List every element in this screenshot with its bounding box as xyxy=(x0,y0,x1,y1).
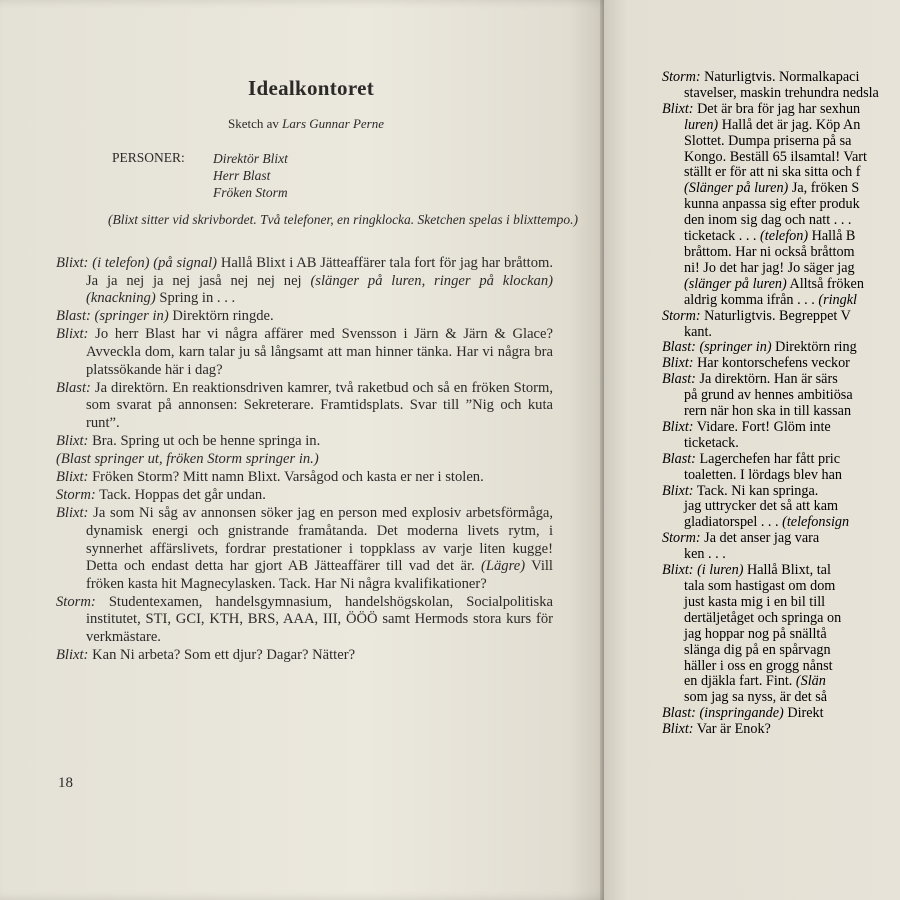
dialog-line xyxy=(56,451,553,469)
stage-direction: (telefonsign xyxy=(782,514,850,531)
speaker-name: Blixt: xyxy=(56,432,89,449)
dialog-line xyxy=(662,547,900,563)
dialog-line xyxy=(662,70,900,86)
dialog-text: Bra. Spring ut och be henne springa in. xyxy=(88,432,321,449)
dialog-line xyxy=(662,261,900,277)
dialog-text: jag uttrycker det så att kam xyxy=(684,498,839,515)
dialog-line xyxy=(662,150,900,166)
stage-direction: (Blast springer ut, fröken Storm springer in.) xyxy=(56,451,319,468)
dialog-text: ställt er för att ni ska sitta och f xyxy=(684,164,861,181)
dialog-line xyxy=(662,420,900,436)
persons-list xyxy=(213,150,288,201)
dialog-line xyxy=(662,579,900,595)
dialog-line xyxy=(56,380,553,433)
dialog-line xyxy=(662,690,900,706)
dialog-text: Tack. Hoppas det går undan. xyxy=(95,487,266,504)
dialog-line xyxy=(56,433,553,451)
dialog-line xyxy=(662,197,900,213)
dialog-line xyxy=(56,255,553,308)
dialog-text: kant. xyxy=(684,323,712,340)
dialog-text: dertäljetåget och springa on xyxy=(684,609,842,626)
speaker-name: Blixt: xyxy=(56,647,89,664)
dialog-line xyxy=(662,165,900,181)
stage-direction: (springer in) xyxy=(695,339,772,356)
dialog-text: Ja det anser jag vara xyxy=(700,530,820,547)
dialog-text: tala som hastigast om dom xyxy=(684,578,836,594)
dialog-line xyxy=(56,487,553,505)
dialog-line xyxy=(662,643,900,659)
dialog-text: Tack. Ni kan springa. xyxy=(693,482,819,499)
stage-direction: (slänger på luren, ringer på klockan) (knackning) xyxy=(86,272,553,307)
dialog-text: Direktörn ringde. xyxy=(168,308,274,325)
dialog-text: ticketack. xyxy=(684,434,739,451)
speaker-name: Storm: xyxy=(56,593,96,610)
stage-direction: (ringkl xyxy=(818,291,857,308)
dialog-text: Hallå Blixt, tal xyxy=(743,562,831,579)
dialog-text: Kongo. Beställ 65 ilsamtal! Vart xyxy=(684,148,867,165)
dialog-line xyxy=(662,484,900,500)
dialog-line xyxy=(662,388,900,404)
dialog-line xyxy=(662,181,900,197)
personer-label: PERSONER: xyxy=(112,150,185,165)
stage-direction: luren) xyxy=(684,116,719,133)
dialog-line xyxy=(56,326,553,379)
stage-direction: (telefon) xyxy=(760,228,809,245)
stage-direction: (Slänger på luren) xyxy=(684,180,789,197)
dialog-line xyxy=(662,213,900,229)
dialog-line xyxy=(662,86,900,102)
dialog-line xyxy=(662,595,900,611)
byline-author: Lars Gunnar Perne xyxy=(282,116,384,131)
dialog-text: Hallå B xyxy=(808,228,856,245)
stage-direction: Blast: xyxy=(662,450,696,467)
stage-direction: (springer in) xyxy=(90,308,169,325)
dialog-line xyxy=(662,118,900,134)
dialog-line xyxy=(662,325,900,341)
dialog-line xyxy=(56,469,553,487)
stage-direction: (Slän xyxy=(795,673,826,690)
dialog-line xyxy=(662,372,900,388)
stage-direction: Storm: xyxy=(662,69,701,85)
dialog-line xyxy=(56,308,553,326)
page-number: 18 xyxy=(58,775,73,791)
dialog-line xyxy=(662,468,900,484)
dialog-text: jag hoppar nog på snälltå xyxy=(684,625,827,642)
speaker-name: Blast: xyxy=(56,379,91,396)
dialog-line xyxy=(662,436,900,452)
dialog-line xyxy=(662,245,900,261)
dialog-line xyxy=(662,293,900,309)
stage-direction: Blixt: xyxy=(662,355,694,372)
dialog-line xyxy=(662,706,900,722)
dialog-line xyxy=(662,563,900,579)
dialog-text: Ja direktörn. Han är särs xyxy=(695,371,838,388)
dialog-line xyxy=(662,134,900,150)
dialog-line xyxy=(56,594,553,647)
sketch-title: Idealkontoret xyxy=(248,76,375,100)
dialog-text: kunna anpassa sig efter produk xyxy=(684,196,860,213)
speaker-name: Blast: xyxy=(56,308,91,325)
dialog-line xyxy=(662,229,900,245)
dialog-text: en djäkla fart. Fint. xyxy=(684,673,796,690)
stage-direction: (i luren) xyxy=(693,562,744,579)
dialog-line xyxy=(662,611,900,627)
dialog-line xyxy=(662,659,900,675)
dialog-text: rern när hon ska in till kassan xyxy=(684,403,852,420)
stage-direction: (i telefon) (på signal) xyxy=(88,255,218,271)
dialog-line xyxy=(662,515,900,531)
dialog-text: häller i oss en grogg nånst xyxy=(684,657,833,674)
dialog-text: Kan Ni arbeta? Som ett djur? Dagar? Nätter? xyxy=(88,647,356,664)
dialog-text: stavelser, maskin trehundra nedsla xyxy=(684,84,879,101)
dialog-text: Jo herr Blast har vi några affärer med Svensson i Järn & Järn & Glace? Avveckla dom, karn talar ju så långsamt att man hinner tänka. Har vi några bra platssökande här i dag? xyxy=(86,326,553,378)
dialog-line xyxy=(662,404,900,420)
dialog-text: gladiatorspel . . . xyxy=(684,514,783,531)
stage-direction: (slänger på luren) xyxy=(684,275,787,292)
stage-direction-intro: (Blixt sitter vid skrivbordet. Två telefoner, en ringklocka. Sketchen spelas i blixttempo.) xyxy=(108,212,579,227)
dialog-text: Lagerchefen har fått pric xyxy=(695,450,841,467)
stage-direction: Storm: xyxy=(662,307,701,324)
stage-direction: Blast: xyxy=(662,705,696,722)
dialog-text: Direkt xyxy=(783,705,824,722)
dialog-left xyxy=(56,255,553,665)
dialog-text: just kasta mig i en bil till xyxy=(684,593,826,610)
speaker-name: Storm: xyxy=(56,487,96,504)
dialog-text: aldrig komma ifrån . . . xyxy=(684,291,819,308)
dialog-text: ni! Jo det har jag! Jo säger jag xyxy=(684,259,855,276)
dialog-text: den inom sig dag och natt . . . xyxy=(684,212,852,229)
dialog-text: Ja, fröken S xyxy=(788,180,860,197)
dialog-text: Har kontorschefens veckor xyxy=(693,355,850,372)
dialog-line xyxy=(56,647,553,665)
dialog-line xyxy=(662,277,900,293)
dialog-line xyxy=(662,499,900,515)
dialog-text: toaletten. I lördags blev han xyxy=(684,466,842,483)
dialog-line xyxy=(662,531,900,547)
dialog-text: Ja som Ni såg av annonsen söker jag en person med explosiv arbetsförmåga, dynamisk energi och gnistrande framåtanda. Det moderna livets rytm, i synnerhet affärslivets, fordrar prestationer i toppklass av varje liten kugge! Detta och endast detta har gjort AB Jätteaffärer till vad det är. xyxy=(86,505,553,575)
dialog-line xyxy=(662,340,900,356)
stage-direction: Blixt: xyxy=(662,418,694,435)
byline-prefix: Sketch av xyxy=(228,116,279,131)
stage-direction: Blixt: xyxy=(662,100,694,117)
stage-direction: Blixt: xyxy=(662,562,694,579)
dialog-text: Naturligtvis. Normalkapaci xyxy=(700,69,860,85)
dialog-text: Spring in . . . xyxy=(155,290,236,307)
dialog-text: Vill fröken kasta hit Magnecylasken. Tack. Har Ni några kvalifikationer? xyxy=(86,558,553,592)
speaker-name: Blixt: xyxy=(56,469,89,486)
dialog-text: Hallå det är jag. Köp An xyxy=(718,116,861,133)
dialog-line xyxy=(56,505,553,593)
dialog-text: Det är bra för jag har sexhun xyxy=(693,100,861,117)
person-item: Fröken Storm xyxy=(213,185,288,200)
dialog-line xyxy=(662,722,900,738)
dialog-text: Studentexamen, handelsgymnasium, handelshögskolan, Socialpolitiska institutet, STI, GCI, KTH, BRS, AAA, III, ÖÖÖ samt Hermods stora kurs för verkmästare. xyxy=(86,593,553,645)
dialog-text: på grund av hennes ambitiösa xyxy=(684,387,853,404)
dialog-text: Hallå Blixt i AB Jätteaffärer tala fort för jag har bråttom. Ja ja nej ja nej jaså nej nej nej xyxy=(86,255,553,289)
speaker-name: Blixt: xyxy=(56,505,89,522)
speaker-name: Blixt: xyxy=(56,255,89,271)
dialog-right xyxy=(662,70,900,738)
stage-direction: Storm: xyxy=(662,530,701,547)
dialog-line xyxy=(662,452,900,468)
dialog-text: Var är Enok? xyxy=(693,721,771,738)
stage-direction: (inspringande) xyxy=(695,705,784,722)
dialog-line xyxy=(662,674,900,690)
dialog-text: Alltså fröken xyxy=(786,275,864,292)
byline xyxy=(228,116,384,132)
speaker-name: Blixt: xyxy=(56,326,89,343)
dialog-text: bråttom. Har ni också bråttom xyxy=(684,243,855,260)
dialog-text: Vidare. Fort! Glöm inte xyxy=(693,418,831,435)
dialog-line xyxy=(662,627,900,643)
dialog-line xyxy=(662,102,900,118)
dialog-text: som jag sa nyss, är det så xyxy=(684,689,828,706)
stage-direction: (Lägre) xyxy=(481,558,526,575)
dialog-line xyxy=(662,356,900,372)
dialog-text: Naturligtvis. Begreppet V xyxy=(700,307,851,324)
dialog-text: Slottet. Dumpa priserna på sa xyxy=(684,132,852,149)
dialog-text: Ja direktörn. En reaktionsdriven kamrer, två raketbud och så en fröken Storm, som svarat på annonsen: Sekreterare. Framtidsplats. Svar till ”Nig och kuta runt”. xyxy=(86,379,553,431)
stage-direction: Blixt: xyxy=(662,721,694,738)
dialog-line xyxy=(662,309,900,325)
person-item: Direktör Blixt xyxy=(213,151,288,166)
person-item: Herr Blast xyxy=(213,168,271,183)
stage-direction: Blast: xyxy=(662,339,696,356)
dialog-text: ken . . . xyxy=(684,546,726,563)
dialog-text: slänga dig på en spårvagn xyxy=(684,641,831,658)
stage-direction: Blixt: xyxy=(662,482,694,499)
stage-direction: Blast: xyxy=(662,371,696,388)
dialog-text: Direktörn ring xyxy=(771,339,857,356)
dialog-text: Fröken Storm? Mitt namn Blixt. Varsågod och kasta er ner i stolen. xyxy=(88,469,484,486)
dialog-text: ticketack . . . xyxy=(684,228,761,245)
